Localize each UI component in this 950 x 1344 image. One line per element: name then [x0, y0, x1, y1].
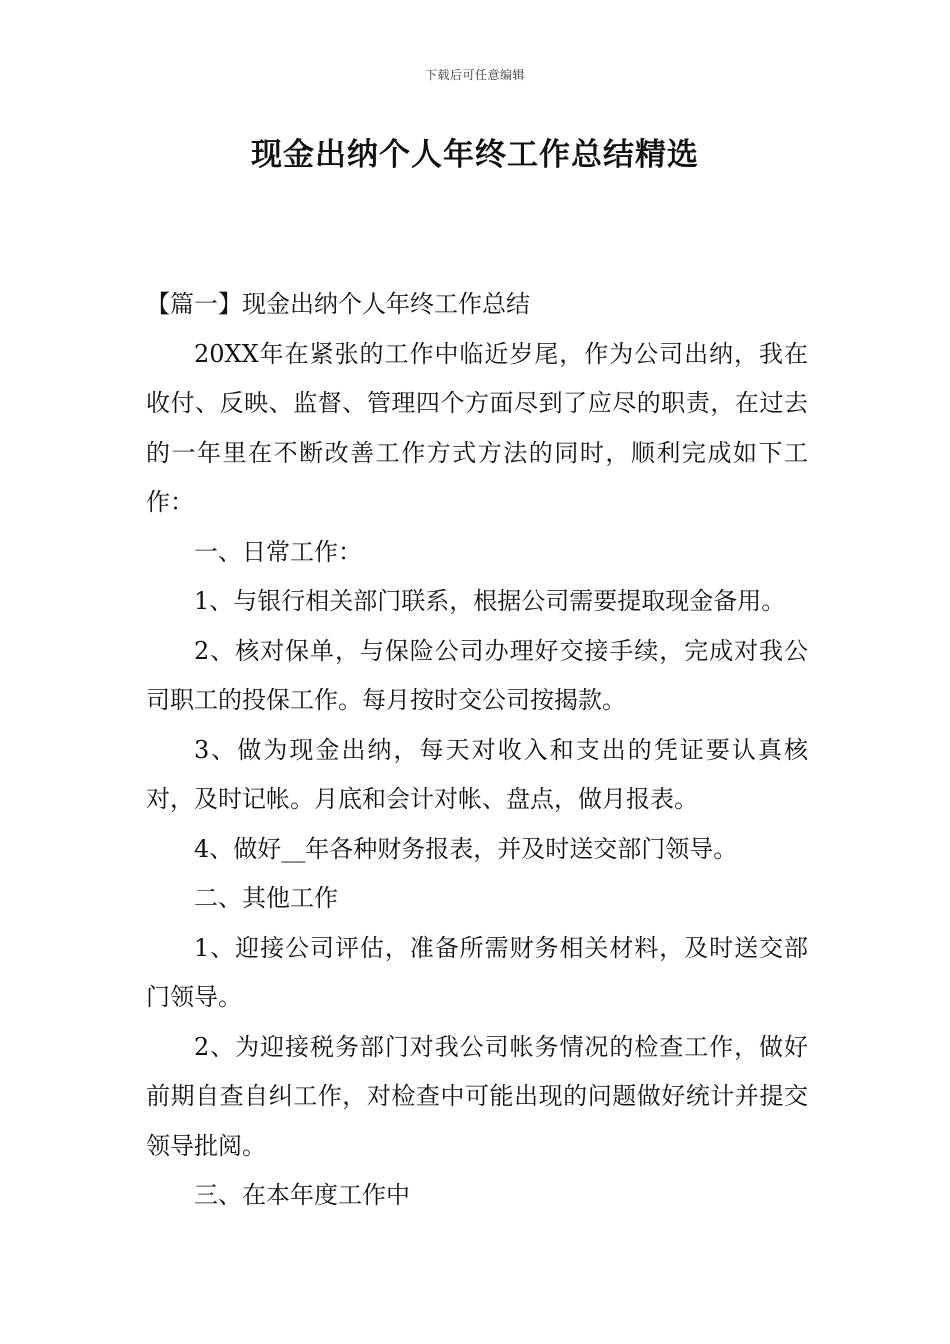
paragraph: 1、迎接公司评估，准备所需财务相关材料，及时送交部门领导。	[146, 933, 808, 1011]
paragraph: 3、做为现金出纳，每天对收入和支出的凭证要认真核对，及时记帐。月底和会计对帐、盘点，做月报表。	[146, 735, 808, 813]
document-body	[146, 280, 808, 1221]
header-note: 下载后可任意编辑	[424, 68, 525, 82]
paragraph: 1、与银行相关部门联系，根据公司需要提取现金备用。	[194, 587, 786, 615]
paragraph: 4、做好__年各种财务报表，并及时送交部门领导。	[194, 834, 738, 863]
paragraph: 20XX年在紧张的工作中临近岁尾，作为公司出纳，我在收付、反映、监督、管理四个方面尽到了应尽的职责，在过去的一年里在不断改善工作方式方法的同时，顺利完成如下工作：	[146, 339, 808, 516]
paragraph: 一、日常工作：	[194, 537, 362, 566]
paragraph: 2、核对保单，与保险公司办理好交接手续，完成对我公司职工的投保工作。每月按时交公司按揭款。	[146, 636, 808, 714]
section-heading: 【篇一】现金出纳个人年终工作总结	[146, 290, 530, 318]
paragraph: 2、为迎接税务部门对我公司帐务情况的检查工作，做好前期自查自纠工作，对检查中可能出现的问题做好统计并提交领导批阅。	[146, 1032, 808, 1160]
paragraph: 三、在本年度工作中	[194, 1181, 410, 1209]
paragraph: 二、其他工作	[194, 884, 338, 912]
document-title: 现金出纳个人年终工作总结精选	[251, 137, 699, 173]
